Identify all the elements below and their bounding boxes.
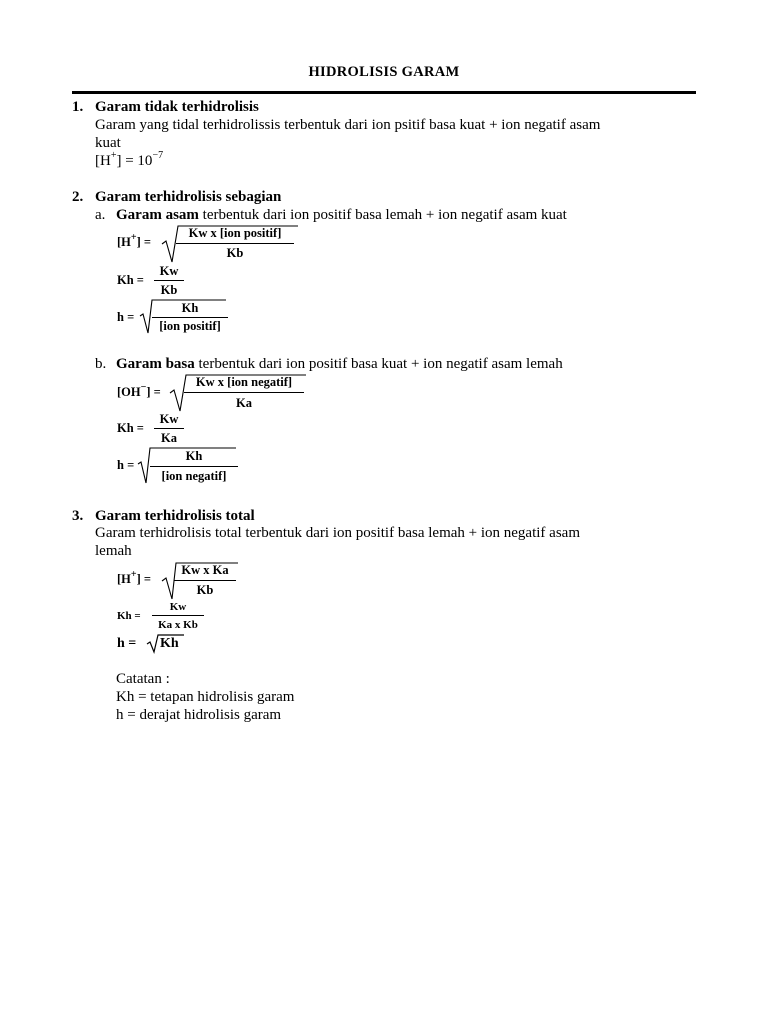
section-1-heading: Garam tidak terhidrolisis <box>95 99 259 115</box>
formula-a2-lhs: Kh = <box>117 273 144 287</box>
formula-c1-lhs: [H+] = <box>117 568 152 586</box>
formula-c2-lhs: Kh = <box>117 610 141 622</box>
formula-b3-lhs: h = <box>117 458 135 472</box>
note-kh: Kh = tetapan hidrolisis garam <box>116 689 295 705</box>
formula-a2-denominator: Kb <box>160 283 178 297</box>
formula-b1-numerator: Kw x [ion negatif] <box>195 375 293 389</box>
formula-c1-fraction-bar <box>174 580 236 581</box>
title-divider <box>72 91 696 94</box>
formula-b2-lhs: Kh = <box>117 421 144 435</box>
formula-b2-denominator: Ka <box>161 431 177 445</box>
formula-b1-lhs: [OH−] = <box>117 381 161 399</box>
formula-b2-numerator: Kw <box>159 412 179 426</box>
page-title: HIDROLISIS GARAM <box>308 64 460 80</box>
formula-a3-fraction-bar <box>152 317 228 318</box>
section-1-ph-equation: $[H^+] = 10^{-7}$ <box>95 150 164 169</box>
formula-a1-denominator: Kb <box>226 246 244 260</box>
notes-heading: Catatan : <box>116 671 170 687</box>
formula-a3-denominator: [ion positif] <box>159 319 221 333</box>
formula-a2-fraction-bar <box>154 280 184 281</box>
formula-c1-denominator: Kb <box>196 583 214 597</box>
section-3-number: 3. <box>72 508 84 524</box>
section-3-line1: Garam terhidrolisis total terbentuk dari ion positif basa lemah + ion negatif asam <box>95 525 580 541</box>
section-2-number: 2. <box>72 189 84 205</box>
section-3-line2: lemah <box>95 543 132 559</box>
section-1-line1: Garam yang tidal terhidrolissis terbentuk dari ion psitif basa kuat + ion negatif asam <box>95 117 601 133</box>
formula-a1-lhs: [H+] = <box>117 231 152 249</box>
section-1-line2: kuat <box>95 135 121 151</box>
formula-c2-denominator: Ka x Kb <box>158 619 198 631</box>
subsection-a-text: Garam asam terbentuk dari ion positif basa lemah + ion negatif asam kuat <box>116 207 567 223</box>
formula-a3-lhs: h = <box>117 310 135 324</box>
formula-c1-numerator: Kw x Ka <box>181 563 229 577</box>
section-2-heading: Garam terhidrolisis sebagian <box>95 189 282 205</box>
formula-c2-numerator: Kw <box>169 601 187 613</box>
formula-b1-denominator: Ka <box>236 396 252 410</box>
formula-b2-fraction-bar <box>154 428 184 429</box>
formula-a1-numerator: Kw x [ion positif] <box>188 226 282 240</box>
section-1-number: 1. <box>72 99 84 115</box>
formula-b3-denominator: [ion negatif] <box>161 469 227 483</box>
formula-a2-numerator: Kw <box>159 264 179 278</box>
subsection-a-marker: a. <box>95 207 106 223</box>
formula-c2-fraction-bar <box>152 615 204 616</box>
formula-b3-fraction-bar <box>150 466 238 467</box>
formula-b1-fraction-bar <box>184 392 304 393</box>
formula-c3-lhs: h = <box>117 636 137 651</box>
formula-b3-numerator: Kh <box>185 449 203 463</box>
note-h: h = derajat hidrolisis garam <box>116 707 282 723</box>
formula-a3-numerator: Kh <box>181 301 199 315</box>
subsection-b-text: Garam basa terbentuk dari ion positif basa kuat + ion negatif asam lemah <box>116 356 563 372</box>
section-3-heading: Garam terhidrolisis total <box>95 508 255 524</box>
subsection-b-marker: b. <box>95 356 107 372</box>
formula-c3-radicand: Kh <box>160 636 179 651</box>
formula-a1-fraction-bar <box>176 243 294 244</box>
